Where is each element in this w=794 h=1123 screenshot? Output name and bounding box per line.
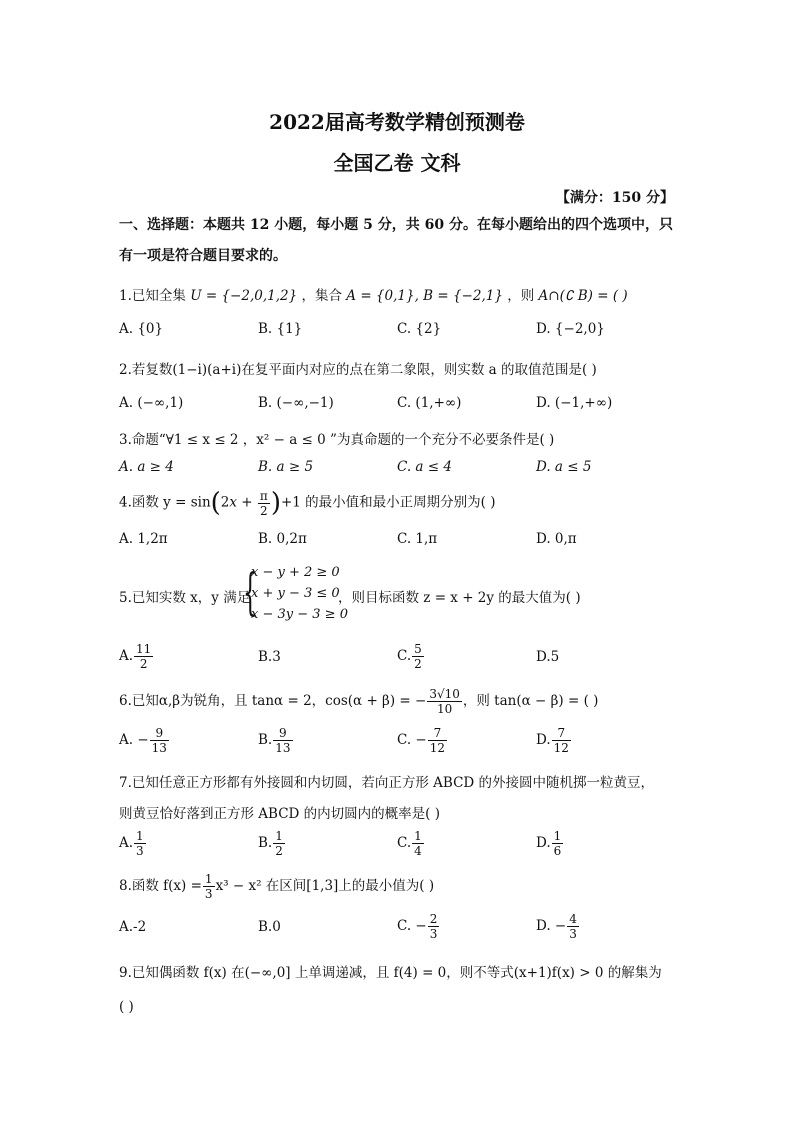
q6-opt-b-label: B. — [258, 732, 273, 748]
q7-opt-b-num: 1 — [275, 829, 283, 843]
q7-opt-a-label: A. — [119, 835, 134, 851]
q1-option-c[interactable]: C. {2} — [397, 321, 442, 337]
q6-opt-c-num: 7 — [428, 726, 447, 741]
q6-opt-c-den: 12 — [429, 741, 446, 755]
q7-line-1: 7.已知任意正方形都有外接圆和内切圆，若向正方形 ABCD 的外接圆中随机掷一粒黄豆， — [119, 775, 655, 791]
q3-option-b[interactable]: B. a ≥ 5 — [258, 459, 314, 475]
q8-opt-d-den: 3 — [569, 927, 577, 941]
q7-opt-d-frac — [552, 829, 564, 858]
q8-opt-d-frac — [567, 912, 579, 941]
q5-text-b: ，则目标函数 z = x + 2y 的最大值为( ) — [338, 590, 581, 606]
q6-opt-a-frac — [150, 726, 169, 755]
q8-opt-c-den: 3 — [429, 927, 438, 941]
q4-frac-num: π — [259, 488, 268, 503]
q1-universal-set: U = {−2,0,1,2} — [190, 288, 298, 304]
q9-line-1: 9.已知偶函数 f(x) 在(−∞,0] 上单调递减，且 f(4) = 0，则不等式(x+1)f(x) > 0 的解集为 — [119, 965, 662, 981]
q4-fraction — [258, 489, 270, 518]
question-3: 3.命题“∀1 ≤ x ≤ 2 ，x² − a ≤ 0 ”为真命题的一个充分不必要条件是( ) — [119, 432, 555, 448]
q3-option-d[interactable]: D. a ≤ 5 — [536, 459, 592, 475]
q5-constraint-2: x + y − 3 ≤ 0 — [251, 586, 340, 601]
q7-opt-a-frac — [134, 829, 146, 858]
q5-opt-c-den: 2 — [414, 657, 422, 671]
q5-constraints — [251, 562, 348, 625]
q7-opt-c-den: 4 — [414, 844, 422, 858]
question-6 — [119, 687, 598, 716]
q5-text-a: 5.已知实数 x，y 满足 — [119, 590, 251, 606]
q7-opt-b-frac — [273, 829, 285, 858]
q1-option-d[interactable]: D. {−2,0} — [536, 321, 605, 337]
q7-line-2: 则黄豆恰好落到正方形 ABCD 的内切圆内的概率是( ) — [119, 806, 440, 822]
q4-text-b: +1 的最小值和最小正周期分别为( ) — [280, 494, 496, 511]
q5-brace: { — [243, 563, 258, 621]
exam-title: 2022届高考数学精创预测卷 — [269, 110, 525, 134]
q7-option-c[interactable] — [397, 829, 425, 858]
q1-text-c: ，则 — [507, 288, 535, 304]
q1-option-a[interactable]: A. {0} — [119, 321, 164, 337]
q6-frac-num: 3√10 — [429, 687, 460, 701]
q6-opt-a-den: 13 — [151, 741, 167, 755]
q7-opt-c-num: 1 — [414, 829, 422, 843]
q6-frac-den: 10 — [436, 702, 453, 716]
q6-fraction — [427, 687, 462, 716]
q3-option-a[interactable]: A. a ≥ 4 — [119, 459, 174, 475]
q6-option-d[interactable] — [536, 726, 572, 755]
exam-subtitle: 全国乙卷 文科 — [333, 151, 461, 175]
q6-opt-d-num: 7 — [552, 726, 571, 741]
q8-opt-c-frac — [428, 912, 440, 941]
q8-option-b[interactable]: B.0 — [258, 919, 281, 935]
q4-frac-den: 2 — [260, 503, 268, 518]
q5-constraint-3: x − 3y − 3 ≥ 0 — [251, 607, 348, 622]
q5-option-d[interactable]: D.5 — [536, 649, 560, 665]
q6-opt-a-num: 9 — [150, 726, 169, 741]
q7-opt-d-den: 6 — [553, 844, 562, 858]
q8-opt-d-num: 4 — [569, 912, 577, 926]
q1-option-b[interactable]: B. {1} — [258, 321, 303, 337]
q6-opt-a-label: A. − — [119, 732, 149, 748]
q4-option-b[interactable]: B. 0,2π — [258, 531, 307, 547]
full-score: 【满分：150 分】 — [555, 190, 674, 206]
q5-option-b[interactable]: B.3 — [258, 649, 281, 665]
section-header: 一、选择题：本题共 12 小题，每小题 5 分，共 60 分。在每小题给出的四个选项中，只有一项是符合题目要求的。 — [119, 217, 673, 264]
q4-text-a: 4.函数 y = sin — [119, 494, 211, 511]
question-8 — [119, 872, 434, 901]
q1-text-b: ，集合 — [301, 288, 342, 304]
q7-opt-b-label: B. — [258, 835, 273, 851]
q5-opt-a-label: A. — [119, 648, 134, 664]
q6-opt-c-frac — [428, 726, 447, 755]
q7-option-a[interactable] — [119, 829, 147, 858]
q6-opt-d-den: 12 — [553, 741, 569, 755]
q8-opt-c-num: 2 — [429, 912, 438, 926]
question-2: 2.若复数(1−i)(a+i)在复平面内对应的点在第二象限，则实数 a 的取值范围是( ) — [119, 362, 597, 378]
q8-option-d[interactable] — [536, 912, 580, 941]
q5-option-a[interactable] — [119, 642, 154, 671]
q6-opt-b-den: 13 — [275, 741, 291, 755]
q6-opt-c-label: C. − — [397, 732, 427, 748]
q7-opt-a-den: 3 — [136, 844, 144, 858]
q5-opt-c-frac — [412, 642, 424, 671]
q8-option-c[interactable] — [397, 912, 440, 941]
q8-frac-num: 1 — [204, 872, 213, 886]
q4-option-c[interactable]: C. 1,π — [397, 531, 438, 547]
question-4: 4.函数 y = sin(2x + $\frac{\pi}{2}$ )+1 的最小值和最小正周期分别为( ) — [119, 488, 496, 518]
q6-opt-b-num: 9 — [273, 726, 292, 741]
q5-opt-c-label: C. — [397, 648, 412, 664]
q8-opt-c-label: C. − — [397, 918, 427, 934]
q4-option-a[interactable]: A. 1,2π — [119, 531, 168, 547]
q7-opt-c-frac — [412, 829, 424, 858]
q6-option-b[interactable] — [258, 726, 294, 755]
q7-opt-c-label: C. — [397, 835, 412, 851]
q8-fraction — [203, 872, 215, 901]
q5-opt-a-frac — [134, 642, 153, 671]
q5-constraint-1: x − y + 2 ≥ 0 — [251, 565, 340, 580]
q6-opt-b-frac — [273, 726, 292, 755]
q5-opt-c-num: 5 — [414, 642, 422, 656]
q2-option-a[interactable]: A. (−∞,1) — [119, 395, 184, 411]
q7-option-d[interactable] — [536, 829, 564, 858]
q1-sets: A = {0,1}, B = {−2,1} — [346, 288, 503, 304]
q1-text-a: 1.已知全集 — [119, 288, 186, 304]
q3-option-c[interactable]: C. a ≤ 4 — [397, 459, 452, 475]
q7-opt-d-num: 1 — [553, 829, 562, 843]
q7-opt-d-label: D. — [536, 835, 551, 851]
q2-option-c[interactable]: C. (1,+∞) — [397, 395, 462, 411]
q8-option-a[interactable]: A.-2 — [119, 919, 147, 935]
q6-text-a: 6.已知α,β为锐角，且 tanα = 2，cos(α + β) = − — [119, 693, 427, 709]
q5-opt-a-num: 11 — [136, 642, 152, 656]
q8-frac-den: 3 — [204, 887, 213, 901]
q5-option-c[interactable] — [397, 642, 425, 671]
q8-opt-d-label: D. − — [536, 918, 567, 934]
q8-text-a: 8.函数 f(x) = — [119, 878, 202, 894]
q5-opt-a-den: 2 — [139, 657, 148, 671]
q6-option-a[interactable] — [119, 726, 170, 755]
q6-option-c[interactable] — [397, 726, 448, 755]
q7-opt-a-num: 1 — [136, 829, 144, 843]
q6-opt-d-frac — [552, 726, 571, 755]
q6-opt-d-label: D. — [536, 732, 551, 748]
q2-option-d[interactable]: D. (−1,+∞) — [536, 395, 613, 411]
q7-opt-b-den: 2 — [275, 844, 283, 858]
q1-expression: A∩(∁ B) = ( ) — [538, 288, 628, 304]
q2-option-b[interactable]: B. (−∞,−1) — [258, 395, 334, 411]
q6-text-b: ，则 tan(α − β) = ( ) — [462, 693, 599, 709]
question-1 — [119, 284, 628, 304]
q8-text-b: x³ − x² 在区间[1,3]上的最小值为( ) — [215, 878, 435, 894]
q7-option-b[interactable] — [258, 829, 286, 858]
q9-line-2: ( ) — [119, 999, 134, 1015]
q4-option-d[interactable]: D. 0,π — [536, 531, 577, 547]
